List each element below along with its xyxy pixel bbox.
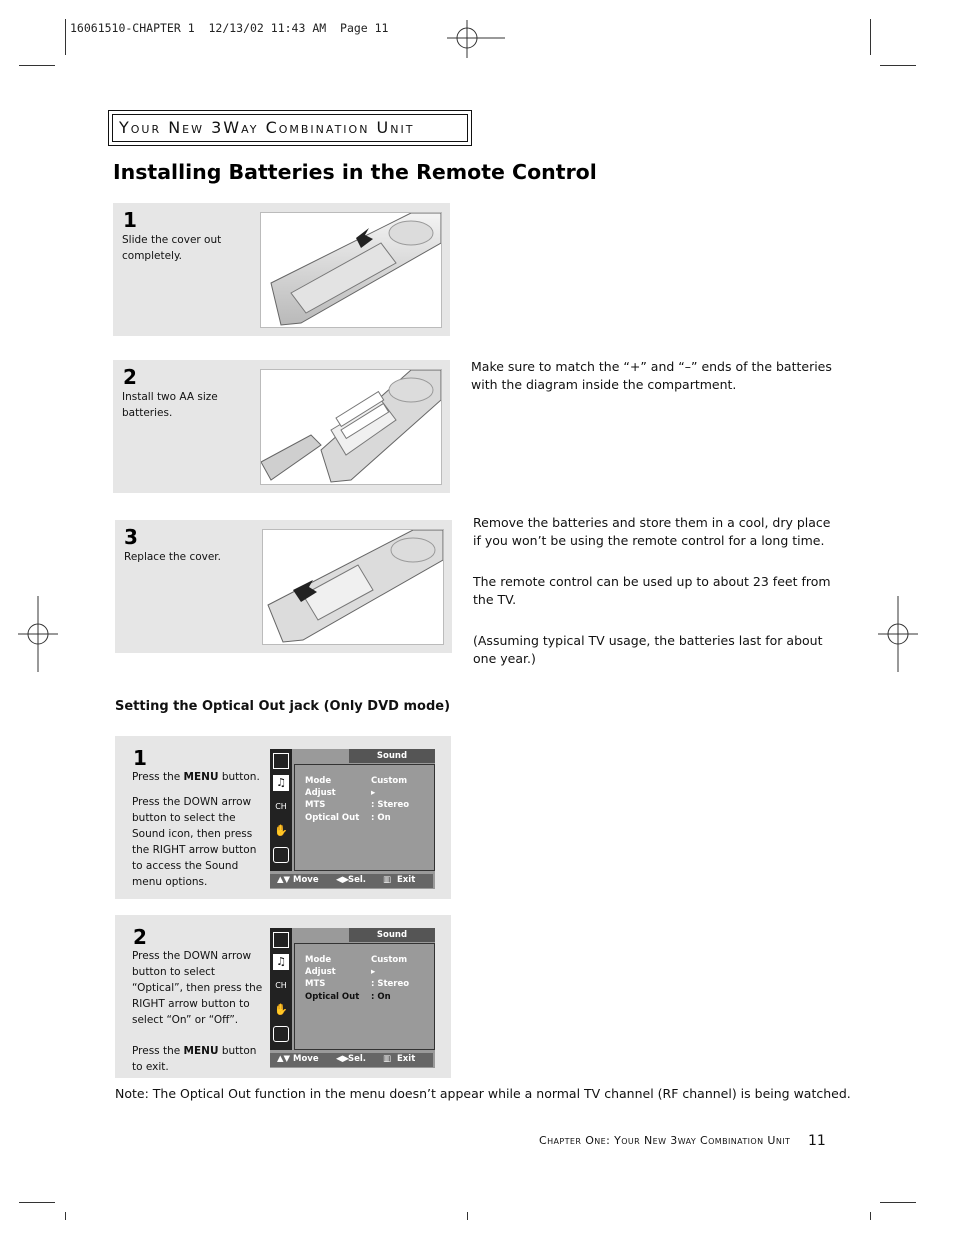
- menu-row-label: Optical Out: [305, 813, 360, 823]
- section-title: Your New 3Way Combination Unit: [119, 118, 415, 137]
- menu-icon-column: [270, 928, 292, 1050]
- sound-menu-screen: [270, 928, 435, 1068]
- battery-storage-note: Remove the batteries and store them in a cool, dry place if you won’t be using the remote control for a long time.: [473, 515, 831, 548]
- optical-section-title: Setting the Optical Out jack (Only DVD mode): [115, 699, 451, 714]
- step-number: 1: [123, 208, 137, 232]
- step-number: 3: [124, 525, 138, 549]
- step-number: 1: [133, 746, 147, 770]
- step-text: Replace the cover.: [124, 551, 222, 563]
- hand-icon: ✋: [274, 824, 288, 837]
- select-label: Sel.: [348, 1054, 367, 1064]
- step-press-menu-exit: Press the MENU button to exit.: [132, 1045, 257, 1073]
- menu-icon-column: [270, 749, 292, 871]
- remote-cover-slide-illustration: [260, 212, 442, 328]
- menu-row-label: Adjust: [305, 967, 336, 977]
- battery-step-3: [115, 520, 452, 653]
- menu-row-value-selected: : On: [371, 992, 391, 1002]
- menu-row-label-selected: Optical Out: [305, 992, 360, 1002]
- step-number: 2: [133, 925, 147, 949]
- menu-row-value: : Stereo: [371, 800, 410, 810]
- battery-life-note: (Assuming typical TV usage, the batteries last for about one year.): [473, 633, 823, 666]
- menu-row-value: : On: [371, 813, 391, 823]
- section-header-box: [108, 110, 472, 146]
- menu-button-icon: ▥: [383, 1054, 392, 1064]
- battery-step-1: [113, 203, 450, 336]
- optical-step-2: [115, 915, 451, 1078]
- menu-footer: [270, 874, 433, 888]
- step-text: Press the DOWN arrow button to select the Sound icon, then press the RIGHT arrow button to access the Sound menu options.: [132, 796, 257, 888]
- cassette-icon: [273, 1026, 289, 1042]
- optical-step-1: [115, 736, 451, 899]
- cover-replace-illustration: [262, 529, 444, 645]
- select-label: Sel.: [348, 875, 367, 885]
- menu-row-label: MTS: [305, 979, 326, 989]
- sound-tab: Sound: [349, 749, 435, 763]
- registration-mark-right: [878, 596, 918, 672]
- step-text: Slide the cover out completely.: [122, 234, 222, 262]
- step-number: 2: [123, 365, 137, 389]
- remote-range-note: The remote control can be used up to about 23 feet from the TV.: [473, 574, 831, 607]
- select-arrows-icon: ◀▶: [336, 1054, 350, 1064]
- exit-label: Exit: [397, 875, 416, 885]
- sound-tab: Sound: [349, 928, 435, 942]
- sound-menu-screen: [270, 749, 435, 889]
- menu-button-icon: ▥: [383, 875, 392, 885]
- menu-row-label: Adjust: [305, 788, 336, 798]
- move-label: Move: [293, 1054, 319, 1064]
- battery-match-note: Make sure to match the “+” and “–” ends of the batteries with the diagram inside the compartment.: [471, 359, 832, 392]
- cassette-icon: [273, 847, 289, 863]
- step-press-menu: Press the MENU button.: [132, 771, 260, 783]
- menu-row-label: Mode: [305, 955, 332, 965]
- battery-step-2: [113, 360, 450, 493]
- antenna-ch-icon: CH: [275, 802, 287, 811]
- page-number: 11: [808, 1133, 826, 1149]
- film-icon: [273, 753, 289, 769]
- move-arrows-icon: ▲▼: [277, 875, 291, 885]
- film-icon: [273, 932, 289, 948]
- battery-install-illustration: [260, 369, 442, 485]
- step-text: Press the DOWN arrow button to select “Optical”, then press the RIGHT arrow button to select “On” or “Off”.: [132, 950, 263, 1026]
- optical-out-note: Note: The Optical Out function in the menu doesn’t appear while a normal TV channel (RF channel) is being watched.: [115, 1086, 851, 1101]
- menu-row-value: Custom: [371, 776, 408, 786]
- menu-footer: [270, 1053, 433, 1067]
- move-arrows-icon: ▲▼: [277, 1054, 291, 1064]
- page-title: Installing Batteries in the Remote Control: [113, 160, 597, 184]
- select-arrows-icon: ◀▶: [336, 875, 350, 885]
- menu-row-value: ▸: [371, 788, 376, 798]
- antenna-ch-icon: CH: [275, 981, 287, 990]
- menu-row-value: ▸: [371, 967, 376, 977]
- chapter-footer: Chapter One: Your New 3way Combination Unit: [539, 1134, 791, 1147]
- exit-label: Exit: [397, 1054, 416, 1064]
- print-header: 16061510-CHAPTER 1 12/13/02 11:43 AM Page 11: [70, 21, 389, 35]
- menu-row-label: MTS: [305, 800, 326, 810]
- menu-row-value: : Stereo: [371, 979, 410, 989]
- step-text: Install two AA size batteries.: [122, 391, 218, 419]
- menu-row-value: Custom: [371, 955, 408, 965]
- music-note-icon: ♫: [273, 775, 289, 791]
- menu-row-label: Mode: [305, 776, 332, 786]
- hand-icon: ✋: [274, 1003, 288, 1016]
- move-label: Move: [293, 875, 319, 885]
- registration-mark-left: [18, 596, 58, 672]
- music-note-icon: ♫: [273, 954, 289, 970]
- registration-mark-top: [447, 20, 507, 60]
